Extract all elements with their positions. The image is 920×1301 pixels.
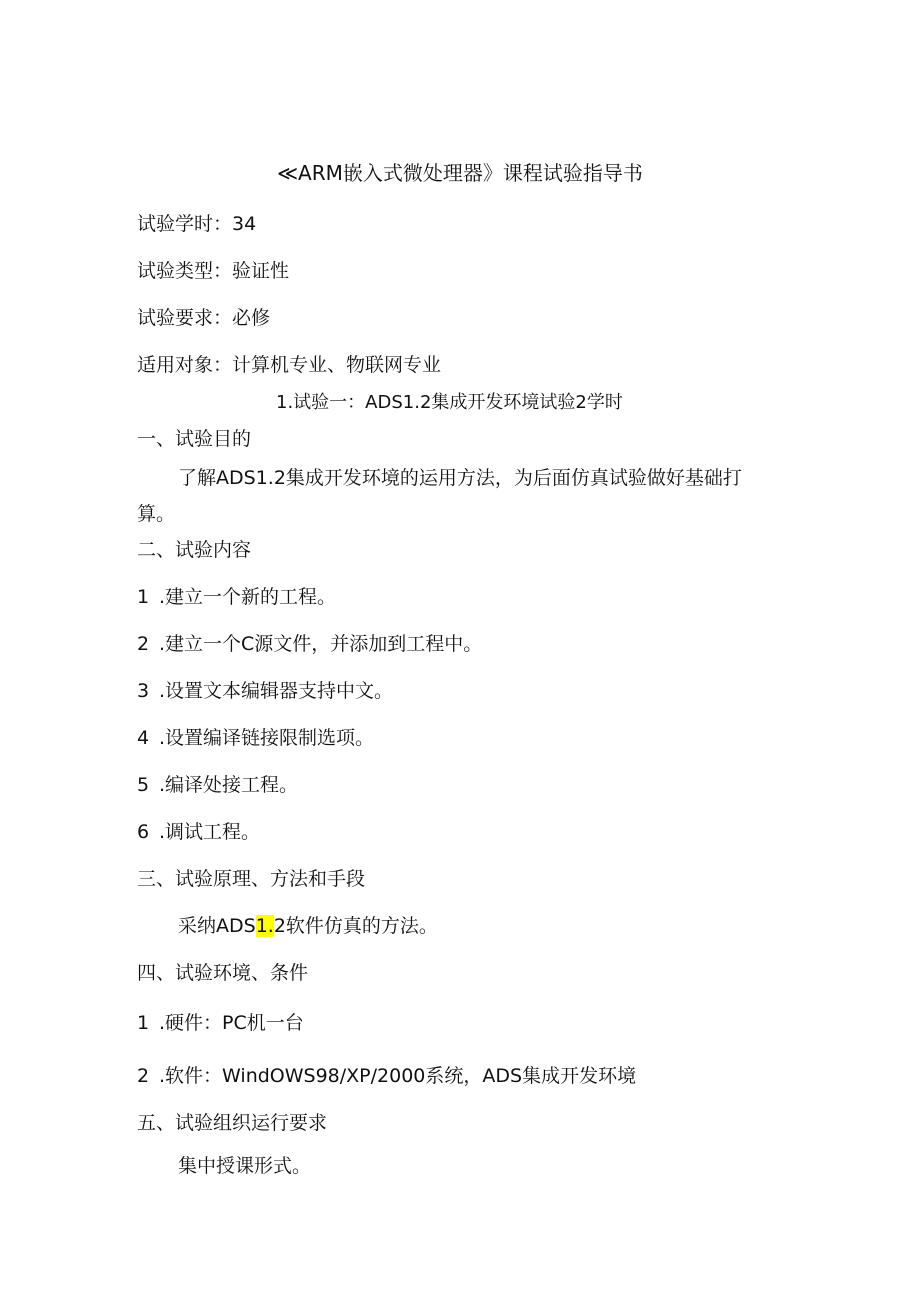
meta-audience: 适用对象：计算机专业、物联网专业 (137, 354, 442, 376)
list-item (137, 820, 260, 844)
section-heading-organization: 五、试验组织运行要求 (137, 1112, 328, 1134)
list-item-text: .设置文本编辑器支持中文。 (159, 680, 394, 702)
section-heading-purpose: 一、试验目的 (137, 428, 252, 450)
list-item (137, 773, 298, 797)
list-item (137, 726, 374, 750)
list-item-text: .硬件：PC机一台 (159, 1012, 304, 1034)
purpose-paragraph: 了解ADS1.2集成开发环境的运用方法，为后面仿真试验做好基础打算。 (137, 467, 742, 525)
meta-requirement: 试验要求：必修 (137, 307, 271, 329)
principle-text-end: 2软件仿真的方法。 (273, 915, 438, 937)
list-item-number: 3 (137, 680, 150, 702)
list-item-number: 5 (137, 774, 150, 796)
list-item-number: 4 (137, 727, 150, 749)
experiment-subtitle: 1.试验一：ADS1.2集成开发环境试验2学时 (276, 392, 623, 413)
section-heading-principle: 三、试验原理、方法和手段 (137, 868, 366, 890)
list-item-text: .建立一个C源文件，并添加到工程中。 (159, 633, 483, 655)
list-item (137, 585, 336, 609)
document-title: ≪ARM嵌入式微处理器》课程试验指导书 (277, 161, 643, 185)
list-item-text: .软件：WindOWS98/XP/2000系统，ADS集成开发环境 (159, 1065, 637, 1087)
list-item-text: .编译处接工程。 (159, 774, 299, 796)
meta-hours: 试验学时：34 (137, 213, 257, 235)
principle-paragraph (178, 914, 438, 938)
list-item-number: 1 (137, 586, 150, 608)
meta-type: 试验类型：验证性 (137, 260, 290, 282)
organization-paragraph: 集中授课形式。 (178, 1155, 312, 1177)
highlighted-text: 1. (255, 915, 274, 937)
list-item-text: .调试工程。 (159, 821, 261, 843)
list-item-number: 2 (137, 1065, 150, 1087)
list-item-number: 1 (137, 1012, 150, 1034)
list-item-number: 2 (137, 633, 150, 655)
list-item (137, 679, 393, 703)
list-item-text: .设置编译链接限制选项。 (159, 727, 375, 749)
list-item (137, 632, 482, 656)
list-item (137, 1011, 304, 1035)
list-item-text: .建立一个新的工程。 (159, 586, 337, 608)
list-item-number: 6 (137, 821, 150, 843)
section-heading-content: 二、试验内容 (137, 539, 252, 561)
list-item (137, 1064, 636, 1088)
principle-text-start: 采纳ADS (178, 915, 256, 937)
section-heading-environment: 四、试验环境、条件 (137, 962, 309, 984)
